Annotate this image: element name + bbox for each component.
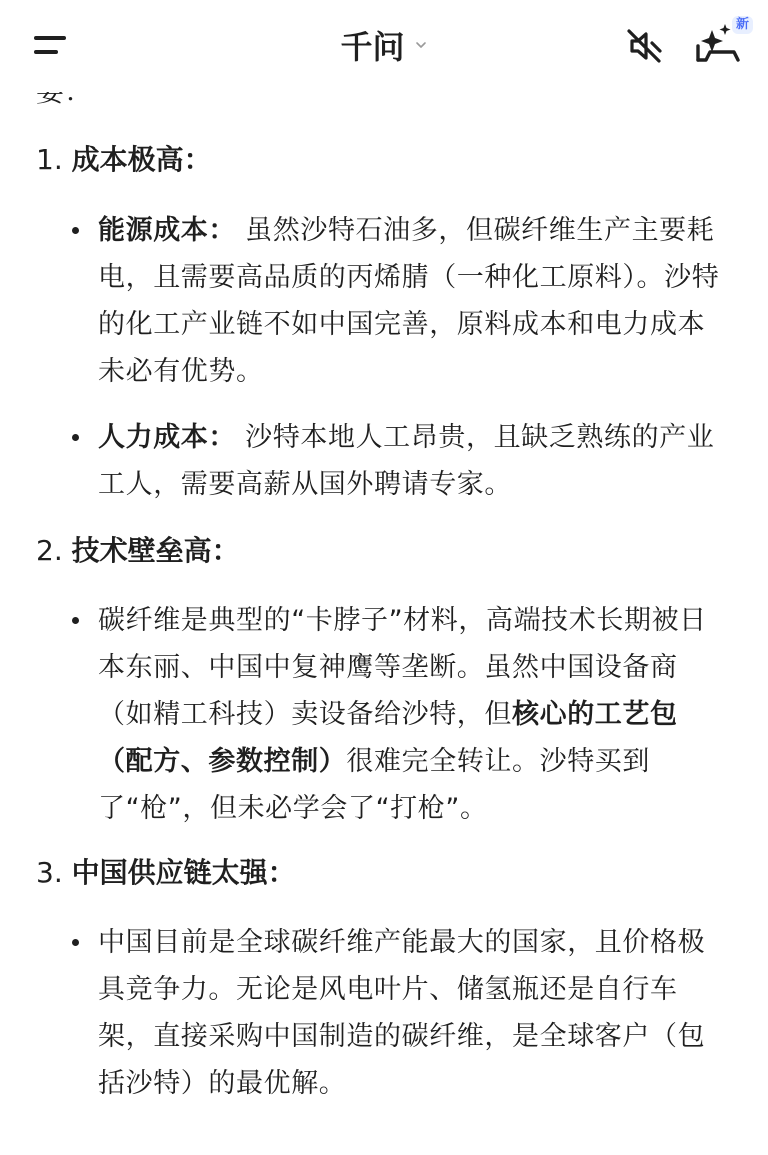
section-heading-1 xyxy=(36,140,212,180)
section-title: 中国供应链太强： xyxy=(71,856,296,889)
bullet-bold-label: 核心的工艺包（配方、参数控制） xyxy=(98,699,678,777)
bullet-bold-label: 人力成本： xyxy=(98,422,236,453)
speaker-muted-icon[interactable] xyxy=(622,24,666,68)
section-title: 技术壁垒高： xyxy=(71,534,240,567)
bullet-text: 碳纤维是典型的“卡脖子”材料，高端技术长期被日本东丽、中国中复神鹰等垄断。虽然中国设备商（如精工科技）卖设备给沙特，但 xyxy=(98,605,707,730)
bullet-text: 中国目前是全球碳纤维产能最大的国家，且价格极具竞争力。无论是风电叶片、储氢瓶还是自行车架，直接采购中国制造的碳纤维，是全球客户（包括沙特）的最优解。 xyxy=(98,927,706,1099)
list-item xyxy=(98,414,730,508)
section-number: 3. xyxy=(36,856,63,889)
section-heading-3 xyxy=(36,853,296,893)
top-bar xyxy=(0,0,768,92)
list-item xyxy=(98,919,730,1107)
section-number: 1. xyxy=(36,143,63,176)
list-item xyxy=(98,207,730,395)
section-title: 成本极高： xyxy=(71,143,212,176)
new-badge: 新 xyxy=(732,16,753,34)
list-item xyxy=(98,597,730,832)
section-heading-2 xyxy=(36,531,240,571)
new-chat-button[interactable] xyxy=(692,16,756,68)
section-number: 2. xyxy=(36,534,63,567)
chevron-down-icon xyxy=(414,38,428,52)
bullet-bold-label: 能源成本： xyxy=(98,215,236,246)
bullet-text: 虽然沙特石油多，但碳纤维生产主要耗电，且需要高品质的丙烯腈（一种化工原料）。沙特的化工产业链不如中国完善，原料成本和电力成本未必有优势。 xyxy=(98,215,720,387)
bullet-text: 沙特本地人工昂贵，且缺乏熟练的产业工人，需要高薪从国外聘请专家。 xyxy=(98,422,715,500)
bullet-text: 很难完全转让。沙特买到了“枪”，但未必学会了“打枪”。 xyxy=(98,746,651,824)
app-title: 千问 xyxy=(340,28,405,66)
